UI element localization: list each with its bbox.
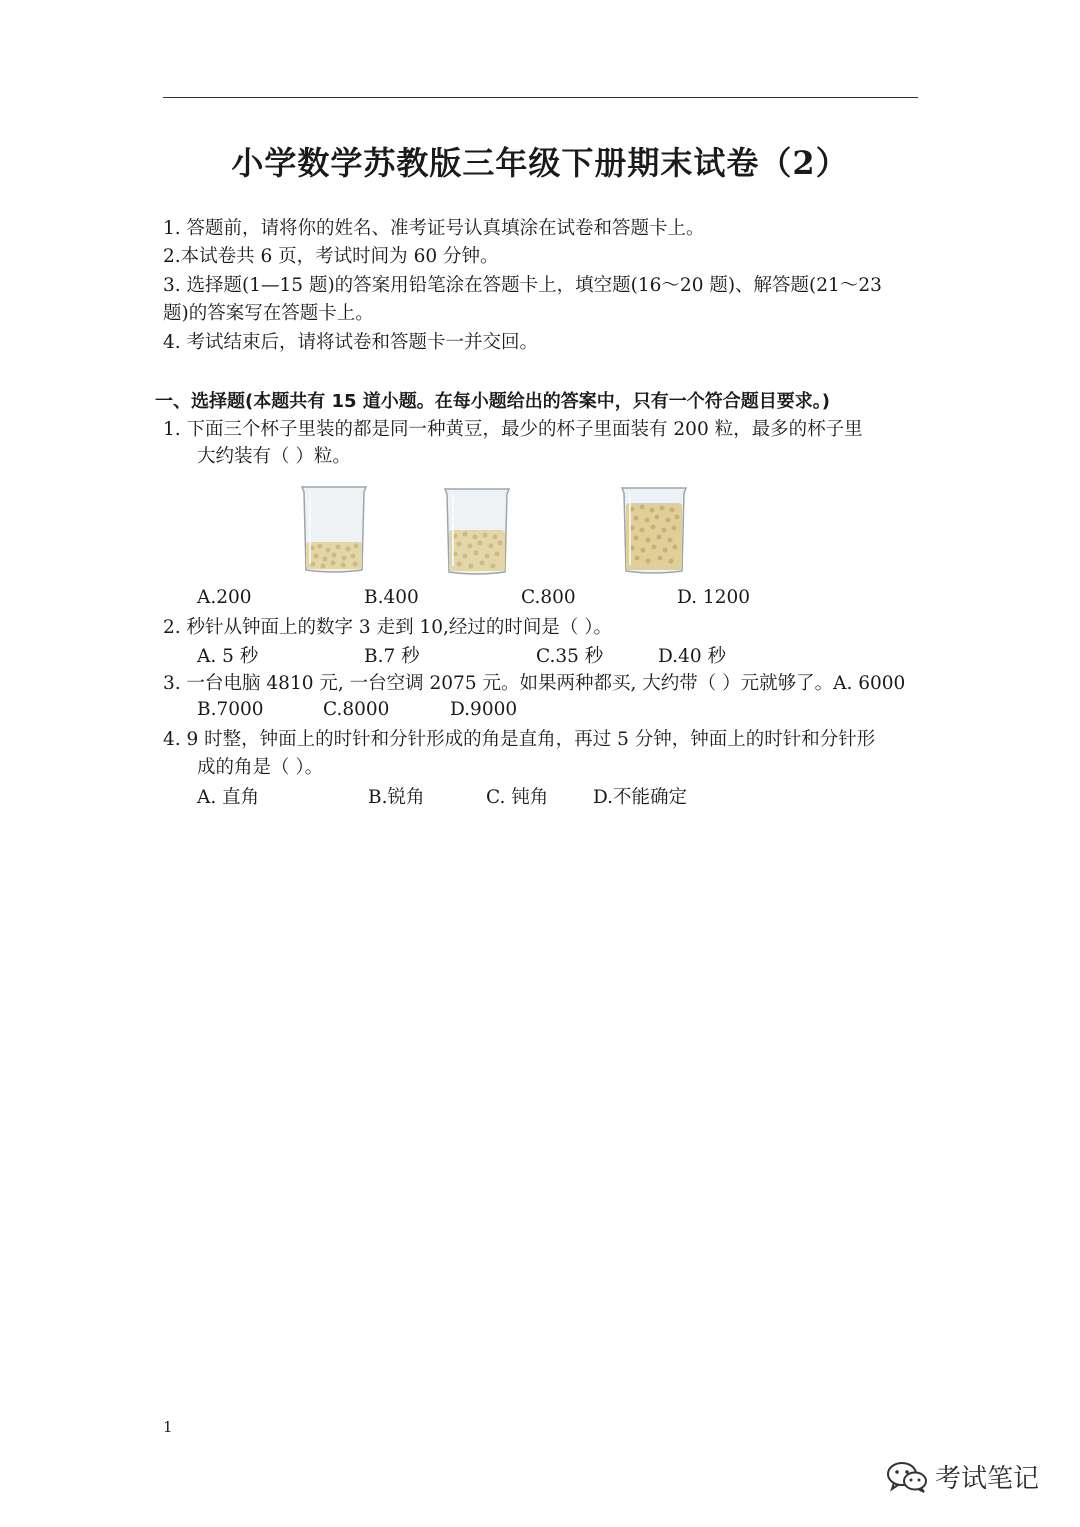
q4-text-line2: 成的角是（ ）。 [197, 757, 324, 778]
exam-title: 小学数学苏教版三年级下册期末试卷（2） [231, 144, 849, 182]
q1-text-line1: 1. 下面三个杯子里装的都是同一种黄豆，最少的杯子里面装有 200 粒，最多的杯子里 [163, 419, 863, 440]
q2-option-d: D.40 秒 [658, 646, 726, 667]
q2-option-b: B.7 秒 [364, 646, 420, 667]
q4-option-c: C. 钝角 [486, 787, 549, 808]
q1-option-d: D. 1200 [677, 587, 751, 608]
page-number: 1 [163, 1418, 173, 1436]
header-rule [163, 97, 918, 98]
instruction-line-1: 1. 答题前，请将你的姓名、准考证号认真填涂在试卷和答题卡上。 [163, 218, 705, 239]
q1-text-line2: 大约装有（ ）粒。 [197, 446, 351, 467]
watermark-text: 考试笔记 [935, 1464, 1040, 1494]
section-heading: 一、选择题(本题共有 15 道小题。在每小题给出的答案中，只有一个符合题目要求。) [155, 391, 831, 412]
beaker-image-large [618, 485, 690, 575]
instruction-line-3: 3. 选择题(1—15 题)的答案用铅笔涂在答题卡上，填空题(16～20 题)、解答题(21～23 [163, 275, 882, 296]
instruction-line-5: 4. 考试结束后，请将试卷和答题卡一并交回。 [163, 332, 539, 353]
q4-text-line1: 4. 9 时整，钟面上的时针和分针形成的角是直角，再过 5 分钟，钟面上的时针和分针形 [163, 729, 876, 750]
q3-option-d: D.9000 [450, 699, 518, 720]
q3-option-b: B.7000 [197, 699, 264, 720]
q2-text: 2. 秒针从钟面上的数字 3 走到 10,经过的时间是（ ）。 [163, 617, 612, 638]
q3-option-c: C.8000 [323, 699, 390, 720]
q2-option-c: C.35 秒 [536, 646, 604, 667]
q4-option-b: B.锐角 [368, 787, 425, 808]
instruction-line-4: 题)的答案写在答题卡上。 [163, 303, 374, 324]
q1-option-a: A.200 [197, 587, 252, 608]
beaker-image-small [298, 484, 370, 574]
instruction-line-2: 2.本试卷共 6 页，考试时间为 60 分钟。 [163, 246, 499, 267]
q4-option-a: A. 直角 [197, 787, 260, 808]
q1-option-b: B.400 [364, 587, 419, 608]
watermark [885, 1458, 1039, 1495]
q1-option-c: C.800 [521, 587, 576, 608]
beaker-image-medium [441, 486, 513, 576]
q2-option-a: A. 5 秒 [197, 646, 259, 667]
wechat-icon [885, 1460, 929, 1494]
q4-option-d: D.不能确定 [593, 787, 688, 808]
q3-text: 3. 一台电脑 4810 元, 一台空调 2075 元。如果两种都买, 大约带（ ）元就够了。A. 6000 [163, 673, 906, 694]
